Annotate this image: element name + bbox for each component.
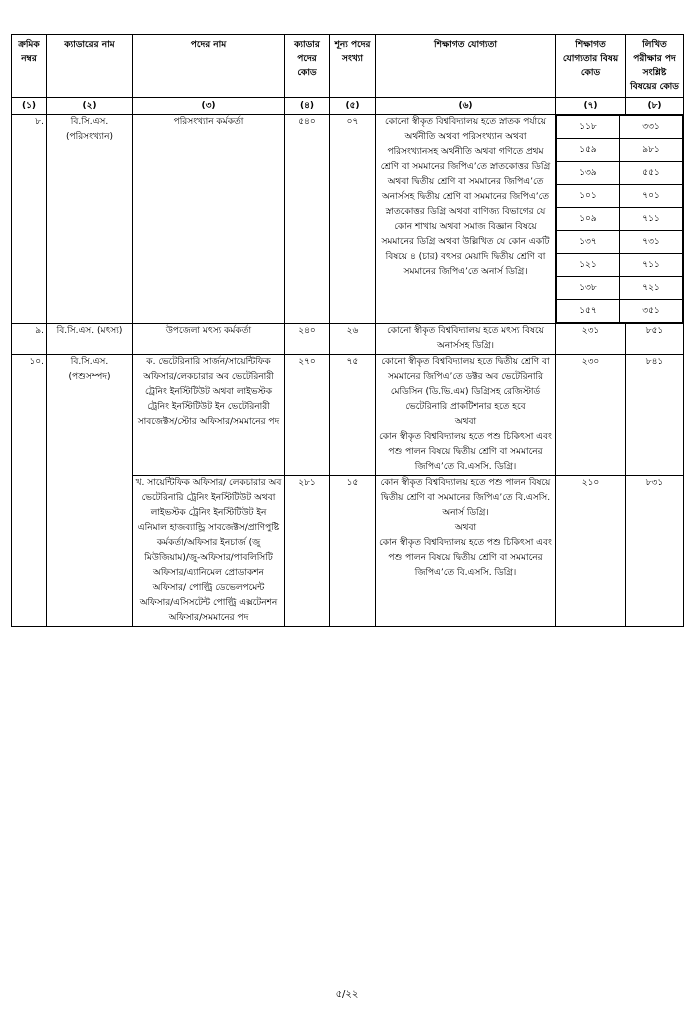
qualification-text: [376, 355, 556, 476]
serial-number: ১০.: [12, 355, 47, 627]
vacancy-count: ৭৫: [330, 355, 376, 476]
subject-code: ১০১: [557, 185, 620, 208]
code-pair-row: [557, 162, 683, 185]
table-row: [12, 355, 684, 476]
header-post-name: পদের নাম: [133, 35, 285, 98]
cadre-name: বি.সি.এস. (মৎস্য): [47, 324, 133, 355]
subject-code: ১১৮: [557, 116, 620, 139]
qualification-text: [376, 476, 556, 627]
code-pair-row: [557, 254, 683, 277]
subject-code: ১৫৭: [557, 300, 620, 323]
column-number: (১): [12, 98, 47, 115]
vacancy-count: ০৭: [330, 115, 376, 324]
code-pair-row: [557, 300, 683, 323]
subject-code: ১৩৭: [557, 231, 620, 254]
exam-code: ৩৩১: [620, 116, 683, 139]
post-code: ২৪০: [285, 324, 330, 355]
code-pair-row: [557, 185, 683, 208]
qualification-text: কোনো স্বীকৃত বিশ্ববিদ্যালয় হতে মৎস্য বিষয়ে অনার্সসহ ডিগ্রি।: [376, 324, 556, 355]
exam-code: ৩৫১: [620, 300, 683, 323]
qualification-alternate: কোন স্বীকৃত বিশ্ববিদ্যালয় হতে পশু চিকিৎসা এবং পশু পালন বিষয়ে দ্বিতীয় শ্রেণি বা সমমানের জিপিএ’তে বি.এসসি. ডিগ্রি।: [379, 432, 552, 472]
post-name: ক. ভেটেরিনারি সার্জন/সায়েন্টিফিক অফিসার/লেকচারার অব ভেটেরিনারী ট্রেনিং ইনস্টিটিউট অথবা লাইভস্টক ট্রেনিং ইনস্টিটিউট ইন ভেটেরিনারী সাবজেক্টস/স্টোর অফিসার/সমমানের পদ: [133, 355, 285, 476]
code-pairs: [556, 115, 684, 324]
code-pair-row: [557, 208, 683, 231]
column-number: (৮): [626, 98, 684, 115]
vacancy-count: ১৫: [330, 476, 376, 627]
cadre-post-table: [11, 34, 684, 627]
table-row: [12, 324, 684, 355]
code-pair-row: [557, 231, 683, 254]
post-code: ২৭০: [285, 355, 330, 476]
exam-code: ৭৩১: [620, 231, 683, 254]
exam-code: ৫৫১: [620, 162, 683, 185]
header-cadre-name: ক্যাডারের নাম: [47, 35, 133, 98]
subject-code: ১২১: [557, 254, 620, 277]
or-label: অথবা: [454, 523, 477, 533]
table-row: [12, 115, 684, 324]
post-code: ৫৪০: [285, 115, 330, 324]
subject-code: ২৩০: [556, 355, 626, 476]
header-row: [12, 35, 684, 98]
header-exam-code: লিখিত পরীক্ষার পদ সংশ্লিষ্ট বিষয়ের কোড: [626, 35, 684, 98]
serial-number: ৮.: [12, 115, 47, 324]
column-number: (২): [47, 98, 133, 115]
qualification-primary: কোন স্বীকৃত বিশ্ববিদ্যালয় হতে পশু পালন বিষয়ে দ্বিতীয় শ্রেণি বা সমমানের জিপিএ’তে বি.এসসি. অনার্স ডিগ্রি।: [380, 478, 551, 518]
qualification-primary: কোনো স্বীকৃত বিশ্ববিদ্যালয় হতে দ্বিতীয় শ্রেণি বা সমমানের জিপিএ’তে ডক্টর অব ভেটেরিনারি মেডিসিন (ডি.ভি.এম) ডিগ্রিসহ রেজিস্টার্ড ভেটেরিনারি প্রাকটিশনার হতে হবে: [381, 357, 550, 412]
header-post-code: ক্যাডার পদের কোড: [285, 35, 330, 98]
code-pair-row: [557, 277, 683, 300]
subject-code: ২৩১: [556, 324, 626, 355]
column-number: (৩): [133, 98, 285, 115]
or-label: অথবা: [454, 417, 477, 427]
header-subject-code: শিক্ষাগত যোগ্যতার বিষয় কোড: [556, 35, 626, 98]
exam-code: ৯৮১: [620, 139, 683, 162]
subject-code: ১৫৯: [557, 139, 620, 162]
subject-code: ১৩৮: [557, 277, 620, 300]
subject-code: ১০৯: [557, 208, 620, 231]
exam-code: ৮৫১: [626, 324, 684, 355]
code-pairs-table: [556, 115, 683, 323]
page-number: ৫/২২: [335, 989, 359, 1000]
header-serial: ক্রমিক নম্বর: [12, 35, 47, 98]
subject-code: ১৩৯: [557, 162, 620, 185]
exam-code: ৭০১: [620, 185, 683, 208]
post-name: উপজেলা মৎস্য কর্মকর্তা: [133, 324, 285, 355]
exam-code: ৭১১: [620, 254, 683, 277]
header-vacancies: শূন্য পদের সংখ্যা: [330, 35, 376, 98]
column-number-row: [12, 98, 684, 115]
subject-code: ২১০: [556, 476, 626, 627]
post-name: পরিসংখ্যান কর্মকর্তা: [133, 115, 285, 324]
header-qualification: শিক্ষাগত যোগ্যতা: [376, 35, 556, 98]
column-number: (৪): [285, 98, 330, 115]
exam-code: ৭২১: [620, 277, 683, 300]
column-number: (৫): [330, 98, 376, 115]
column-number: (৬): [376, 98, 556, 115]
post-code: ২৮১: [285, 476, 330, 627]
qualification-text: কোনো স্বীকৃত বিশ্ববিদ্যালয় হতে স্নাতক পর্যায়ে অর্থনীতি অথবা পরিসংখ্যান অথবা পরিসংখ্যানসহ অর্থনীতি অথবা গণিতে প্রথম শ্রেণি বা সমমানের জিপিএ’তে স্নাতকোত্তর ডিগ্রি অথবা দ্বিতীয় শ্রেণি বা সমমানের জিপিএ’তে অনার্সসহ দ্বিতীয় শ্রেণি বা সমমানের জিপিএ’তে স্নাতকোত্তর ডিগ্রি অথবা বাণিজ্য বিভাগের যে কোন শাখায় অথবা সমাজ বিজ্ঞান বিষয়ে সমমানের ডিগ্রি অথবা উল্লিখিত যে কোন একটি বিষয়ে ৪ (চার) বৎসর মেয়াদি দ্বিতীয় শ্রেণি বা সমমানের জিপিএ’তে অনার্স ডিগ্রি।: [376, 115, 556, 324]
post-name: খ. সায়েন্টিফিক অফিসার/ লেকচারার অব ভেটেরিনারি ট্রেনিং ইনস্টিটিউট অথবা লাইভস্টক ট্রেনিং ইনস্টিটিউট ইন এনিমাল হাজব্যান্ড্রি সাবজেক্টস/প্রাণিপুষ্টি কর্মকর্তা/অফিসার ইনচার্জ (জু মিউজিয়াম)/জু-অফিসার/পাবলিসিটি অফিসার/এ্যানিমেল প্রোডাকশন অফিসার/ পোল্ট্রি ডেভেলপমেন্ট অফিসার/এসিসটেন্ট পোল্ট্রি এক্সটেনশন অফিসার/সমমানের পদ: [133, 476, 285, 627]
cadre-name: বি.সি.এস. (পরিসংখ্যান): [47, 115, 133, 324]
exam-code: ৮৩১: [626, 476, 684, 627]
exam-code: ৭১১: [620, 208, 683, 231]
cadre-name: বি.সি.এস. (পশুসম্পদ): [47, 355, 133, 627]
code-pair-row: [557, 139, 683, 162]
vacancy-count: ২৬: [330, 324, 376, 355]
qualification-alternate: কোন স্বীকৃত বিশ্ববিদ্যালয় হতে পশু চিকিৎসা এবং পশু পালন বিষয়ে দ্বিতীয় শ্রেণি বা সমমানের জিপিএ’তে বি.এসসি. ডিগ্রি।: [379, 538, 552, 578]
serial-number: ৯.: [12, 324, 47, 355]
column-number: (৭): [556, 98, 626, 115]
code-pair-row: [557, 116, 683, 139]
exam-code: ৮৪১: [626, 355, 684, 476]
